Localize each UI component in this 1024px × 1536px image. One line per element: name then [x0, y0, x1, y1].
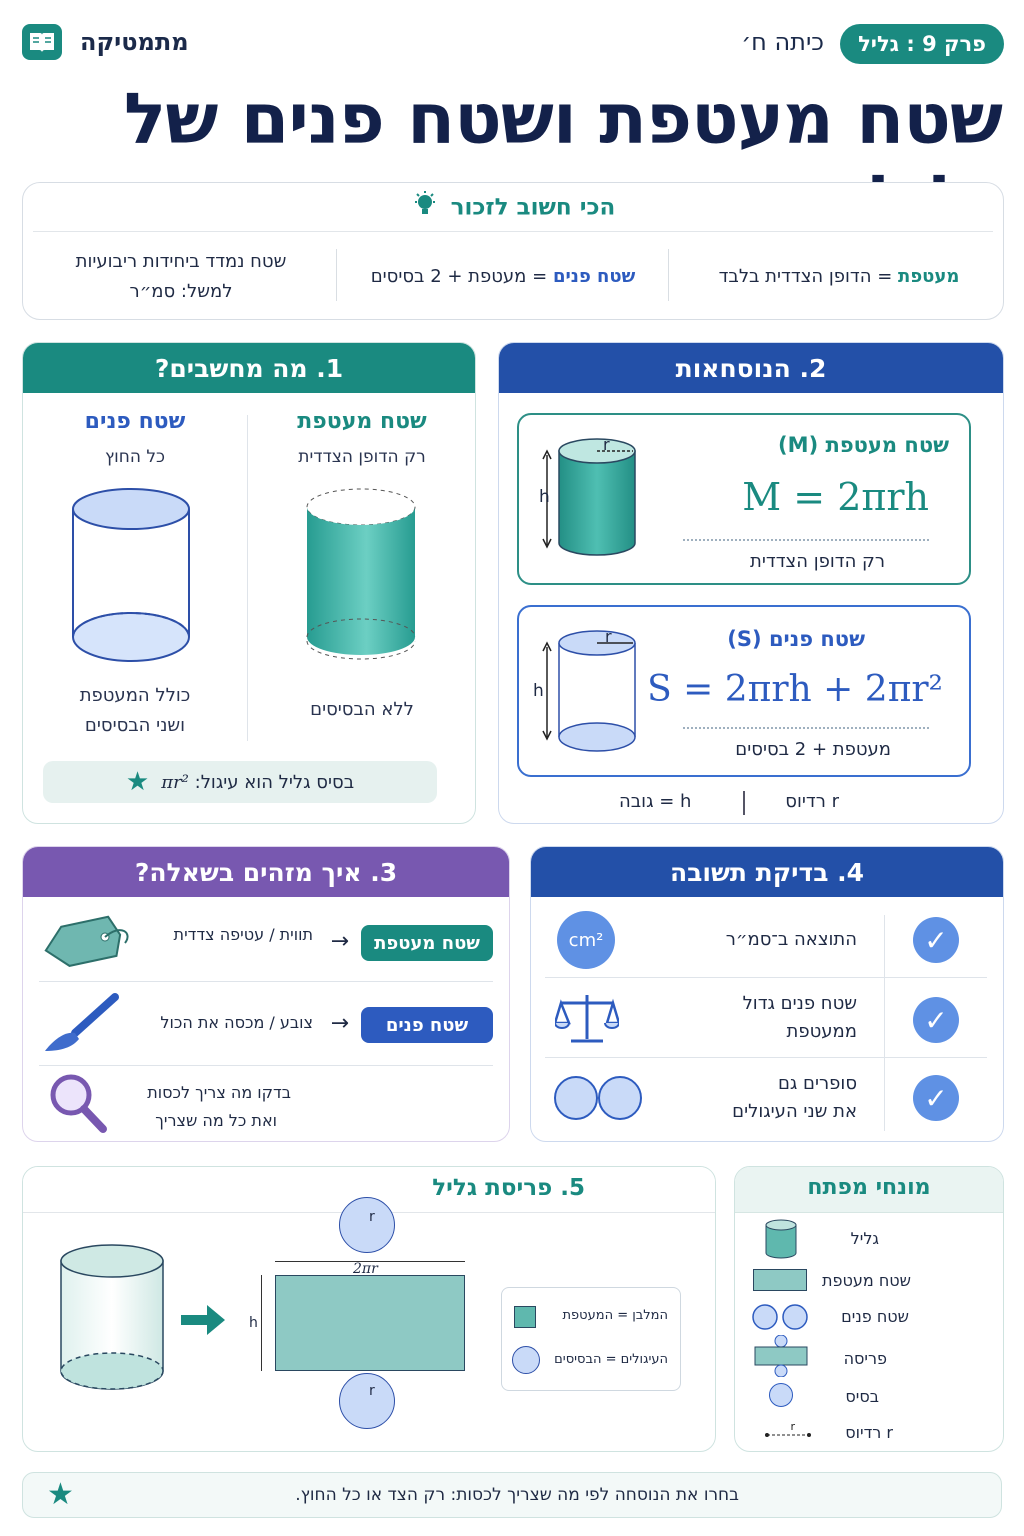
lateral-formula-label: שטח מעטפת (M)	[778, 433, 949, 457]
book-icon	[22, 24, 62, 60]
check-row-2-line-1: שטח פנים גדול	[742, 993, 857, 1014]
divider	[39, 981, 493, 982]
divider	[743, 791, 745, 815]
key-term-item: r רדיוס	[845, 1423, 893, 1442]
surface-cylinder-icon	[71, 487, 191, 671]
radius-icon	[765, 1421, 811, 1445]
key-terms-title: מונחי מפתח	[807, 1175, 931, 1200]
lateral-formula: M = 2πrh	[742, 475, 929, 519]
divider	[683, 539, 929, 541]
section-title: 4. בדיקת תשובה	[531, 847, 1003, 897]
surface-note-2: ושני הבסיסים	[84, 715, 186, 736]
check-row-3-line-2: את שני העיגולים	[732, 1101, 857, 1122]
surface-title: שטח פנים	[84, 409, 186, 434]
height-label: h	[533, 681, 544, 701]
section-what-to-compute	[22, 342, 476, 824]
rectangle-icon	[753, 1269, 807, 1291]
row3-line-2: ואת כל מה שצריך	[155, 1111, 277, 1130]
legend-rectangle-swatch	[514, 1306, 536, 1328]
divider	[545, 977, 987, 978]
chapter-badge: פרק 9 : גליל	[840, 24, 1004, 64]
key-term-item: פריסה	[843, 1349, 887, 1368]
legend-circle-swatch	[512, 1346, 540, 1374]
lateral-def: = הדופן הצדדית בלבד	[718, 266, 893, 287]
surface-note-1: כולל המעטפת	[79, 685, 191, 706]
remember-col-lateral	[689, 245, 989, 309]
lateral-term: מעטפת	[898, 266, 960, 287]
key-term-item: שטח מעטפת	[821, 1271, 911, 1290]
surface-def: = מעטפת + 2 בסיסים	[370, 266, 548, 287]
section-cylinder-net	[22, 1166, 716, 1452]
footer-text: בחרו את הנוסחה לפי מה שצריך לכסות: רק הצד או כל החוץ.	[295, 1485, 739, 1505]
lateral-rectangle	[275, 1275, 465, 1371]
section-title: 2. הנוסחאות	[499, 343, 1003, 393]
tag-icon	[41, 913, 133, 977]
units-line-1: שטח נמדד ביחידות ריבועיות	[75, 251, 287, 272]
surface-formula-label: שטח פנים (S)	[727, 627, 865, 651]
row1-text: תווית / עטיפה צדדית	[173, 925, 313, 944]
circle-icon	[769, 1383, 793, 1407]
tip-formula: πr²	[161, 771, 189, 793]
divider	[33, 231, 993, 232]
section-title: 3. איך מזהים בשאלה?	[23, 847, 509, 897]
check-row-1: התוצאה ב־סמ״ר	[725, 929, 857, 950]
divider	[39, 1065, 493, 1066]
width-label: 2πr	[353, 1261, 378, 1277]
key-term-item: בסיס	[845, 1387, 879, 1406]
check-icon: ✓	[913, 1075, 959, 1121]
divider	[683, 727, 929, 729]
divider	[247, 415, 248, 741]
divider	[336, 249, 337, 301]
magnifier-icon	[47, 1071, 109, 1139]
key-term-item: גליל	[850, 1229, 879, 1248]
lateral-formula-note: רק הדופן הצדדית	[750, 551, 885, 572]
lateral-subtitle: רק הדופן הצדדית	[298, 447, 426, 467]
remember-box	[22, 182, 1004, 320]
remember-col-surface	[343, 245, 663, 309]
legend-rectangle-text: המלבן = המעטפת	[562, 1308, 668, 1323]
scale-icon	[555, 991, 619, 1049]
lateral-note: ללא הבסיסים	[310, 699, 414, 720]
cylinder-3d-icon	[57, 1241, 167, 1405]
divider	[668, 249, 669, 301]
section-identify	[22, 846, 510, 1142]
paintbrush-icon	[41, 993, 121, 1059]
bottom-base-circle	[339, 1373, 395, 1429]
key-terms	[734, 1166, 1004, 1452]
height-dimension	[261, 1275, 262, 1371]
radius-label: r	[369, 1383, 375, 1399]
row2-text: צובע / מכסה את הכול	[160, 1013, 313, 1032]
star-icon: ★	[47, 1477, 74, 1512]
remember-title	[23, 191, 1005, 225]
radius-label: r	[369, 1209, 375, 1225]
surface-subtitle: כל החוץ	[104, 447, 166, 467]
divider	[884, 915, 885, 1131]
divider	[545, 1057, 987, 1058]
remember-title-text: הכי חשוב לזכור	[450, 194, 616, 221]
section-check-answer	[530, 846, 1004, 1142]
page-title: שטח מעטפת ושטח פנים של	[123, 78, 1002, 160]
height-label: h	[539, 487, 550, 507]
surface-formula: S = 2πrh + 2πr²	[647, 669, 943, 710]
check-row-2-line-2: ממעטפת	[786, 1021, 857, 1042]
cylinder-icon	[765, 1219, 797, 1263]
tag-surface: שטח פנים	[361, 1007, 493, 1043]
check-row-3-line-1: סופרים גם	[777, 1073, 857, 1094]
units-line-2: למשל: סמ״ר	[129, 281, 233, 302]
footer-tip	[22, 1472, 1002, 1518]
radius-label: r	[605, 627, 612, 646]
two-circles-icon	[553, 1073, 645, 1127]
lateral-title: שטח מעטפת	[297, 409, 427, 434]
blue-cylinder-icon	[539, 625, 639, 761]
section-title: 1. מה מחשבים?	[23, 343, 475, 393]
legend-height: h = גובה	[619, 791, 692, 812]
tag-lateral: שטח מעטפת	[361, 925, 493, 961]
row3-line-1: בדקו מה צריך לכסות	[147, 1083, 291, 1102]
cm-squared-badge: cm²	[557, 911, 615, 969]
key-term-item: שטח פנים	[841, 1307, 909, 1326]
teal-cylinder-icon	[539, 433, 639, 565]
legend-radius: r רדיוס	[785, 791, 839, 812]
arrow-right-icon	[179, 1303, 227, 1341]
height-label: h	[249, 1315, 258, 1331]
star-icon: ★	[125, 767, 150, 797]
top-base-circle	[339, 1197, 395, 1253]
base-tip	[43, 761, 437, 803]
radius-label: r	[603, 435, 610, 454]
section-title: 5. פריסת גליל	[432, 1175, 585, 1201]
arrow-left-icon: →	[330, 929, 349, 954]
remember-col-units	[31, 245, 331, 309]
subject-label: מתמטיקה	[80, 28, 189, 56]
lightbulb-icon	[413, 191, 437, 225]
surface-formula-box	[517, 605, 971, 777]
surface-formula-note: מעטפת + 2 בסיסים	[735, 739, 891, 760]
net-legend	[501, 1287, 681, 1391]
lateral-cylinder-icon	[305, 487, 417, 671]
check-icon: ✓	[913, 917, 959, 963]
grade-label: כיתה ח׳	[741, 28, 824, 56]
svg-text:r: r	[790, 1421, 795, 1433]
surface-term: שטח פנים	[552, 266, 636, 287]
legend-circle-text: העיגולים = הבסיסים	[554, 1352, 668, 1367]
tip-text: בסיס גליל הוא עיגול:	[194, 771, 355, 793]
check-icon: ✓	[913, 997, 959, 1043]
net-icon	[753, 1335, 809, 1381]
section-formulas	[498, 342, 1004, 824]
lateral-formula-box	[517, 413, 971, 585]
two-circles-icon	[751, 1303, 811, 1335]
arrow-left-icon: →	[330, 1011, 349, 1036]
